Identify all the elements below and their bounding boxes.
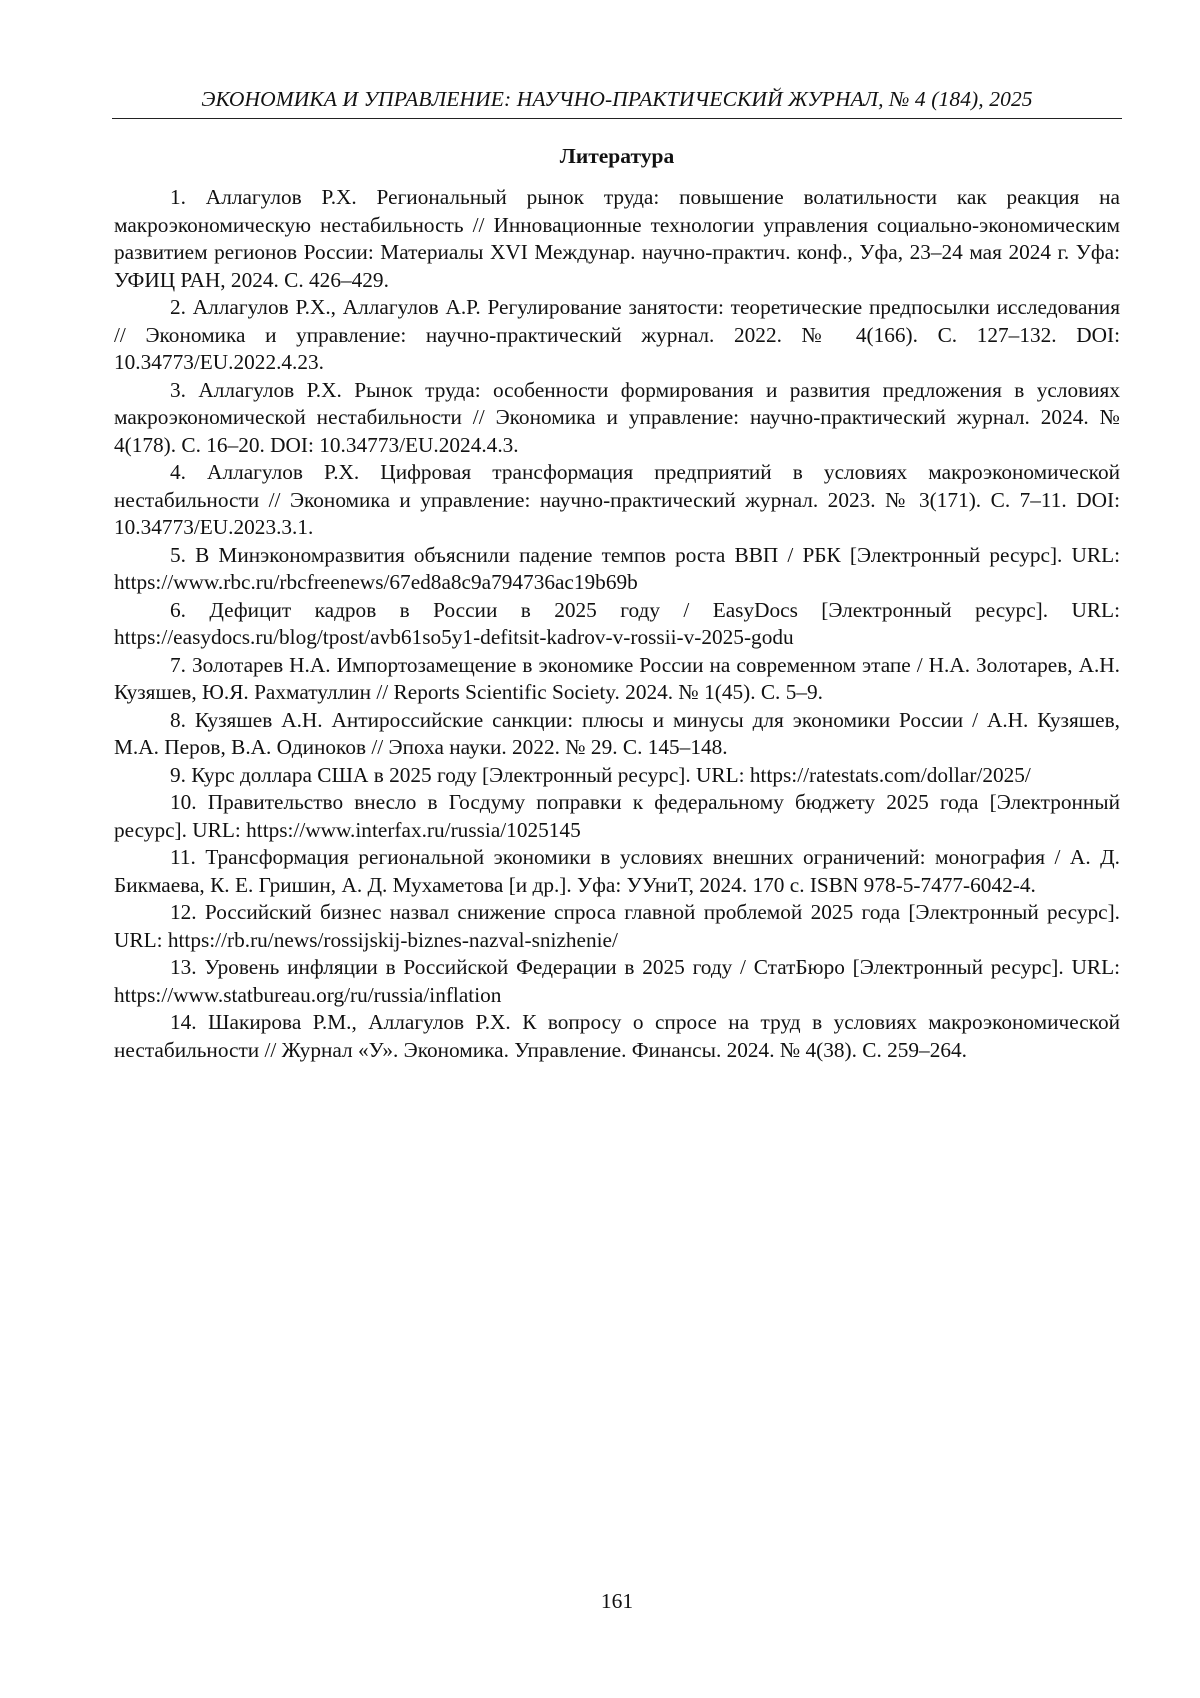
reference-item-4: 4. Аллагулов Р.Х. Цифровая трансформация предприятий в условиях макроэкономической нестабильности // Экономика и управление: научно-практический журнал. 2023. № 3(171). С. 7–11. DOI: 10.34773/EU.2023.3.1. [114,460,1120,539]
reference-item-8: 8. Кузяшев А.Н. Антироссийские санкции: плюсы и минусы для экономики России / А.Н. Кузяшев, М.А. Перов, В.А. Одиноков // Эпоха науки. 2022. № 29. С. 145–148. [114,707,1120,759]
reference-item-13: 13. Уровень инфляции в Российской Федерации в 2025 году / СтатБюро [Электронный ресурс]. URL: https://www.statbureau.org/ru/russia/inflation [114,955,1120,1007]
reference-item-12: 12. Российский бизнес назвал снижение спроса главной проблемой 2025 года [Электронный ресурс]. URL: https://rb.ru/news/rossijskij-biznes-nazval-snizhenie/ [114,900,1120,952]
reference-item-9: 9. Курс доллара США в 2025 году [Электронный ресурс]. URL: https://ratestats.com/dollar/2025/ [170,762,1031,787]
page-number: 161 [600,1589,634,1613]
reference-item-14: 14. Шакирова Р.М., Аллагулов Р.Х. К вопросу о спросе на труд в условиях макроэкономической нестабильности // Журнал «У». Экономика. Управление. Финансы. 2024. № 4(38). С. 259–264. [114,1010,1120,1062]
reference-item-6: 6. Дефицит кадров в России в 2025 году / EasyDocs [Электронный ресурс]. URL: https://easydocs.ru/blog/tpost/avb61so5y1-defitsit-kadrov-v-rossii-v-2025-godu [114,597,1120,649]
reference-item-5: 5. В Минэкономразвития объяснили падение темпов роста ВВП / РБК [Электронный ресурс]. URL: https://www.rbc.ru/rbcfreenews/67ed8a8c9a794736ac19b69b [114,542,1120,594]
reference-item-11: 11. Трансформация региональной экономики в условиях внешних ограничений: монография / А. Д. Бикмаева, К. Е. Гришин, А. Д. Мухаметова [и др.]. Уфа: УУниТ, 2024. 170 с. ISBN 978-5-7477-6042-4. [114,845,1120,897]
reference-item-10: 10. Правительство внесло в Госдуму поправки к федеральному бюджету 2025 года [Электронный ресурс]. URL: https://www.interfax.ru/russia/1025145 [114,790,1120,842]
reference-item-1: 1. Аллагулов Р.Х. Региональный рынок труда: повышение волатильности как реакция на макроэкономическую нестабильность // Инновационные технологии управления социально-экономическим развитием регионов России: Материалы XVI Междунар. научно-практич. конф., Уфа, 23–24 мая 2024 г. Уфа: УФИЦ РАН, 2024. С. 426–429. [114,185,1120,292]
reference-item-7: 7. Золотарев Н.А. Импортозамещение в экономике России на современном этапе / Н.А. Золотарев, А.Н. Кузяшев, Ю.Я. Рахматуллин // Reports Scientific Society. 2024. № 1(45). С. 5–9. [114,652,1120,704]
reference-list [114,184,1120,1064]
journal-running-header: ЭКОНОМИКА И УПРАВЛЕНИЕ: НАУЧНО-ПРАКТИЧЕСКИЙ ЖУРНАЛ, № 4 (184), 2025 [112,84,1122,119]
reference-item-2: 2. Аллагулов Р.Х., Аллагулов А.Р. Регулирование занятости: теоретические предпосылки исследования // Экономика и управление: научно-практический журнал. 2022. № 4(166). С. 127–132. DOI: 10.34773/EU.2022.4.23. [114,295,1120,374]
section-title-literature: Литература [559,144,675,168]
reference-item-3: 3. Аллагулов Р.Х. Рынок труда: особенности формирования и развития предложения в условиях макроэкономической нестабильности // Экономика и управление: научно-практический журнал. 2024. № 4(178). С. 16–20. DOI: 10.34773/EU.2024.4.3. [114,377,1120,457]
